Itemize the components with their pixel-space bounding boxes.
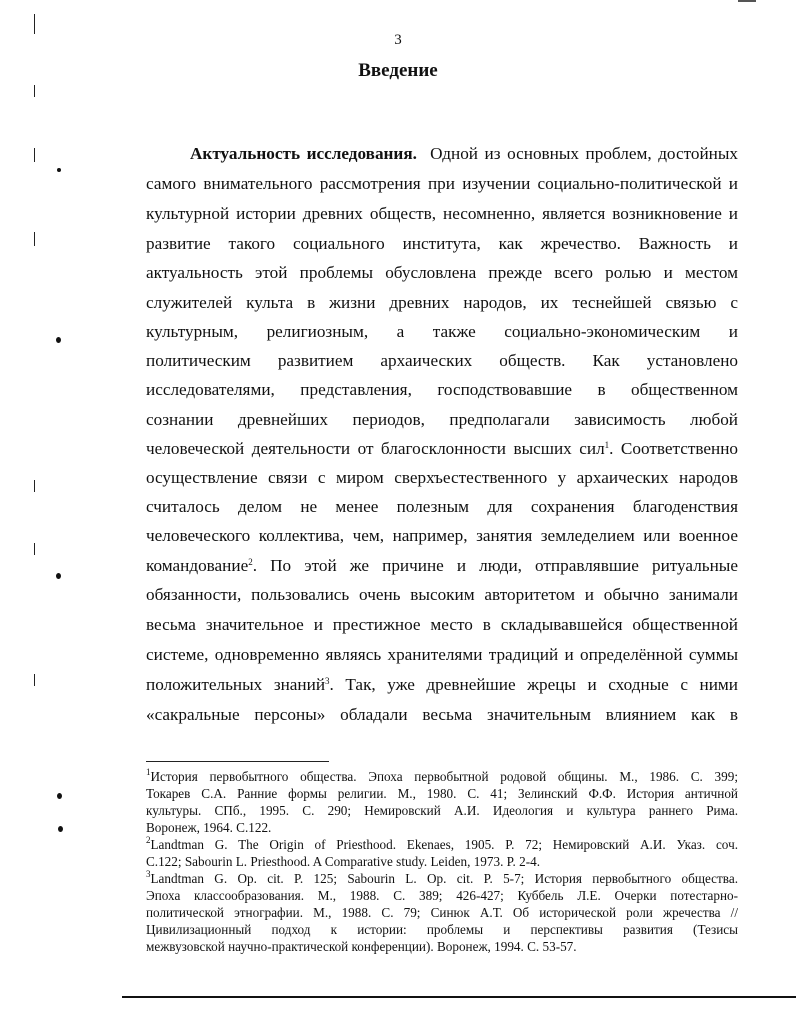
section-heading: Введение — [358, 60, 438, 81]
scan-edge-mark — [738, 0, 756, 2]
footnote-line: Токарев С.А. Ранние формы религии. М., 1980. С. 41; Зелинский Ф.Ф. История античной — [146, 786, 738, 801]
scan-artifact — [34, 232, 35, 246]
scan-artifact — [34, 480, 35, 492]
footnote-line: межвузовской научно-практической конференции). Воронеж, 1994. С. 53-57. — [146, 939, 577, 954]
footnote-line: политической этнографии. М., 1988. С. 79; Синюк А.Т. Об исторической роли жречества // — [146, 905, 738, 920]
body-line: командование$^2$. По этой же причине и люди, отправлявшие ритуальные — [146, 556, 738, 575]
scan-artifact — [56, 337, 61, 343]
footnote-line: культуры. СПб., 1995. С. 290; Немировский А.И. Идеология и культура раннего Рима. — [146, 803, 738, 818]
page-number: 3 — [394, 32, 402, 48]
footnote-ref: 3 — [325, 676, 330, 686]
body-line: политическим развитием архаических обществ. Как установлено — [146, 351, 738, 370]
body-line: человеческой деятельности от благосклонности высших сил$^1$. Соответственно — [146, 439, 738, 458]
body-line: служителей культа в жизни древних народов, их теснейшей связью с — [146, 293, 738, 312]
scan-artifact — [57, 793, 62, 799]
body-line: культурной истории древних обществ, несомненно, является возникновение и — [146, 204, 738, 223]
footnote-3: $^3$Landtman G. Op. cit. P. 125; Sabourin L. Op. cit. P. 5-7; История первобытного общества. — [146, 869, 738, 886]
footnote-separator — [146, 761, 329, 762]
scan-artifact — [58, 826, 63, 832]
scan-bottom-edge — [122, 996, 796, 998]
footnote-1: $^1$История первобытного общества. Эпоха первобытной родовой общины. М., 1986. С. 399; — [146, 767, 738, 784]
scan-artifact — [56, 573, 61, 579]
body-line: считалось делом не менее полезным для сохранения благоденствия — [146, 497, 738, 516]
body-line: системе, одновременно являясь хранителями традиций и определённой суммы — [146, 645, 738, 664]
scan-artifact — [34, 674, 35, 686]
body-line: исследователями, представления, господствовавшие в общественном — [146, 380, 738, 399]
scan-artifact — [34, 14, 35, 34]
scan-artifact — [34, 148, 35, 162]
scan-artifact — [34, 85, 35, 97]
footnote-2: $^2$Landtman G. The Origin of Priesthood. Ekenaes, 1905. P. 72; Немировский А.И. Указ. соч. — [146, 835, 738, 852]
body-line: развитие такого социального института, как жречество. Важность и — [146, 234, 738, 253]
body-line: обязанности, пользовались очень высоким авторитетом и обычно занимали — [146, 585, 738, 604]
footnote-line: Эпоха классообразования. М., 1988. С. 389; 426-427; Куббель Л.Е. Очерки потестарно- — [146, 888, 738, 903]
body-line: осуществление связи с миром сверхъестественного у архаических народов — [146, 468, 738, 487]
body-line: Актуальность исследования. Одной из основных проблем, достойных — [190, 144, 739, 163]
footnote-line: Цивилизационный подход к истории: проблемы и перспективы развития (Тезисы — [146, 922, 738, 937]
footnote-number: 2 — [146, 835, 151, 845]
body-line: «сакральные персоны» обладали весьма значительным влиянием как в — [146, 705, 738, 724]
body-line: положительных знаний$^3$. Так, уже древнейшие жрецы и сходные с ними — [146, 675, 738, 694]
body-line: актуальность этой проблемы обусловлена прежде всего ролью и местом — [146, 263, 738, 282]
scan-artifact — [34, 543, 35, 555]
body-line: сознании древнейших периодов, предполагали зависимость любой — [146, 410, 738, 429]
footnote-ref: 1 — [604, 440, 610, 450]
body-line: культурным, религиозным, а также социально-экономическим и — [146, 322, 738, 341]
scan-artifact — [57, 168, 61, 172]
footnote-number: 3 — [146, 869, 151, 879]
body-line: весьма значительное и престижное место в складывавшейся общественной — [146, 615, 738, 634]
body-line: человеческого коллектива, чем, например, занятия земледелием или военное — [146, 526, 738, 545]
footnote-line: С.122; Sabourin L. Priesthood. A Comparative study. Leiden, 1973. P. 2-4. — [146, 854, 541, 869]
body-line: самого внимательного рассмотрения при изучении социально-политической и — [146, 174, 738, 193]
footnote-ref: 2 — [248, 557, 253, 567]
footnote-line: Воронеж, 1964. С.122. — [146, 820, 272, 835]
lead-phrase: Актуальность исследования. — [190, 144, 417, 163]
footnote-number: 1 — [146, 767, 151, 777]
